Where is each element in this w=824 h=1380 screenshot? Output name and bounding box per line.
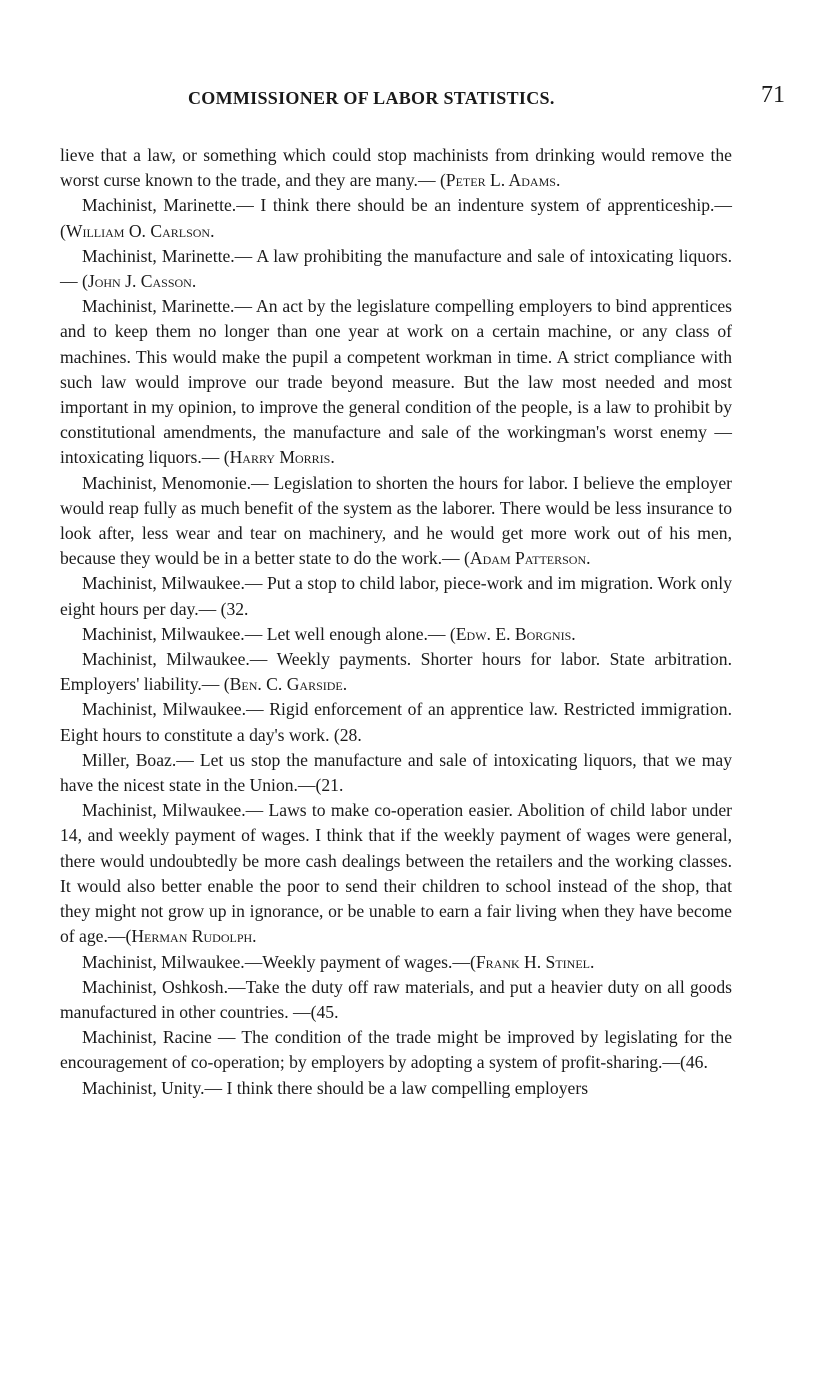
signature: (Herman Rudolph. [125,926,257,947]
entry-46: Machinist, Racine — The condition of the trade might be improved by legislating for the encouragement of co-operation; by employers by adopting a system of profit-sharing.—(46. [60,1027,732,1073]
signature: (Frank H. Stinel. [470,951,595,972]
signature: (Adam Patterson. [464,548,591,569]
entry-45: Machinist, Oshkosh.—Take the duty off raw materials, and put a heavier duty on all goods manufactured in other countries. —(45. [60,976,732,1022]
entry-carlson: Machinist, Marinette.— I think there should be an indenture system of apprenticeship.— (William O. Carlson. [60,195,732,241]
page-header [60,82,785,118]
entry-borgnis: Machinist, Milwaukee.— Let well enough alone.— (Edw. E. Borgnis. [82,623,576,644]
entry-21: Miller, Boaz.— Let us stop the manufacture and sale of intoxicating liquors, that we may have the nicest state in the Union.—(21. [60,749,732,796]
page-number: 71 [761,82,785,108]
signature: (William O. Carlson. [60,220,215,241]
entry-rudolph: Machinist, Milwaukee.— Laws to make co-operation easier. Abolition of child labor under 14, and weekly payment of wages. I think that if the weekly payment of wages were general, there would undoubtedly be more cash dealings between the retailers and the working classes. It would also better enable the poor to send their children to school instead of the shop, that they might not grow up in ignorance, or be unable to earn a fair living when they have become of age.—(Herman Rudolph. [60,800,732,947]
entry-28: Machinist, Milwaukee.— Rigid enforcement of an apprentice law. Restricted immigration. Eight hours to constitute a day's work. (28. [60,699,732,745]
entry-32: Machinist, Milwaukee.— Put a stop to child labor, piece-work and im migration. Work only eight hours per day.— (32. [60,573,732,619]
entry-casson: Machinist, Marinette.— A law prohibiting the manufacture and sale of intoxicating liquors.— (John J. Casson. [60,245,732,292]
entry-unity: Machinist, Unity.— I think there should be a law compelling employers [82,1077,589,1098]
entry-patterson: Machinist, Menomonie.— Legislation to shorten the hours for labor. I believe the employer would reap fully as much benefit of the system as the laborer. There would be less insurance to look after, less wear and tear on machinery, and he would get more work out of his men, because they would be in a better state to do the work.— (Adam Patterson. [60,472,732,569]
entry-garside: Machinist, Milwaukee.— Weekly payments. Shorter hours for labor. State arbitration. Employers' liability.— (Ben. C. Garside. [60,649,732,695]
signature: (Edw. E. Borgnis. [449,623,576,644]
signature: (Peter L. Adams. [439,170,561,191]
body-text [60,143,732,1101]
running-head: COMMISSIONER OF LABOR STATISTICS. [188,88,555,108]
entry-adams: lieve that a law, or something which could stop machinists from drinking would remove the worst curse known to the trade, and they are many.— (Peter L. Adams. [60,145,732,191]
signature: (John J. Casson. [82,271,197,292]
signature: (Ben. C. Garside. [223,674,348,695]
signature: (Harry Morris. [223,447,335,468]
entry-stinel: Machinist, Milwaukee.—Weekly payment of wages.—(Frank H. Stinel. [82,951,595,972]
entry-morris: Machinist, Marinette.— An act by the legislature compelling employers to bind apprentices and to keep them no longer than one year at work on a certain machine, or any class of machines. This would make the pupil a competent workman in time. A strict compliance with such law would improve our trade beyond measure. But the law most needed and most important in my opinion, to improve the general condition of the people, is a law to prohibit by constitutional amendments, the manufacture and sale of the workingman's worst enemy — intoxicating liquors.— (Harry Morris. [60,296,732,468]
